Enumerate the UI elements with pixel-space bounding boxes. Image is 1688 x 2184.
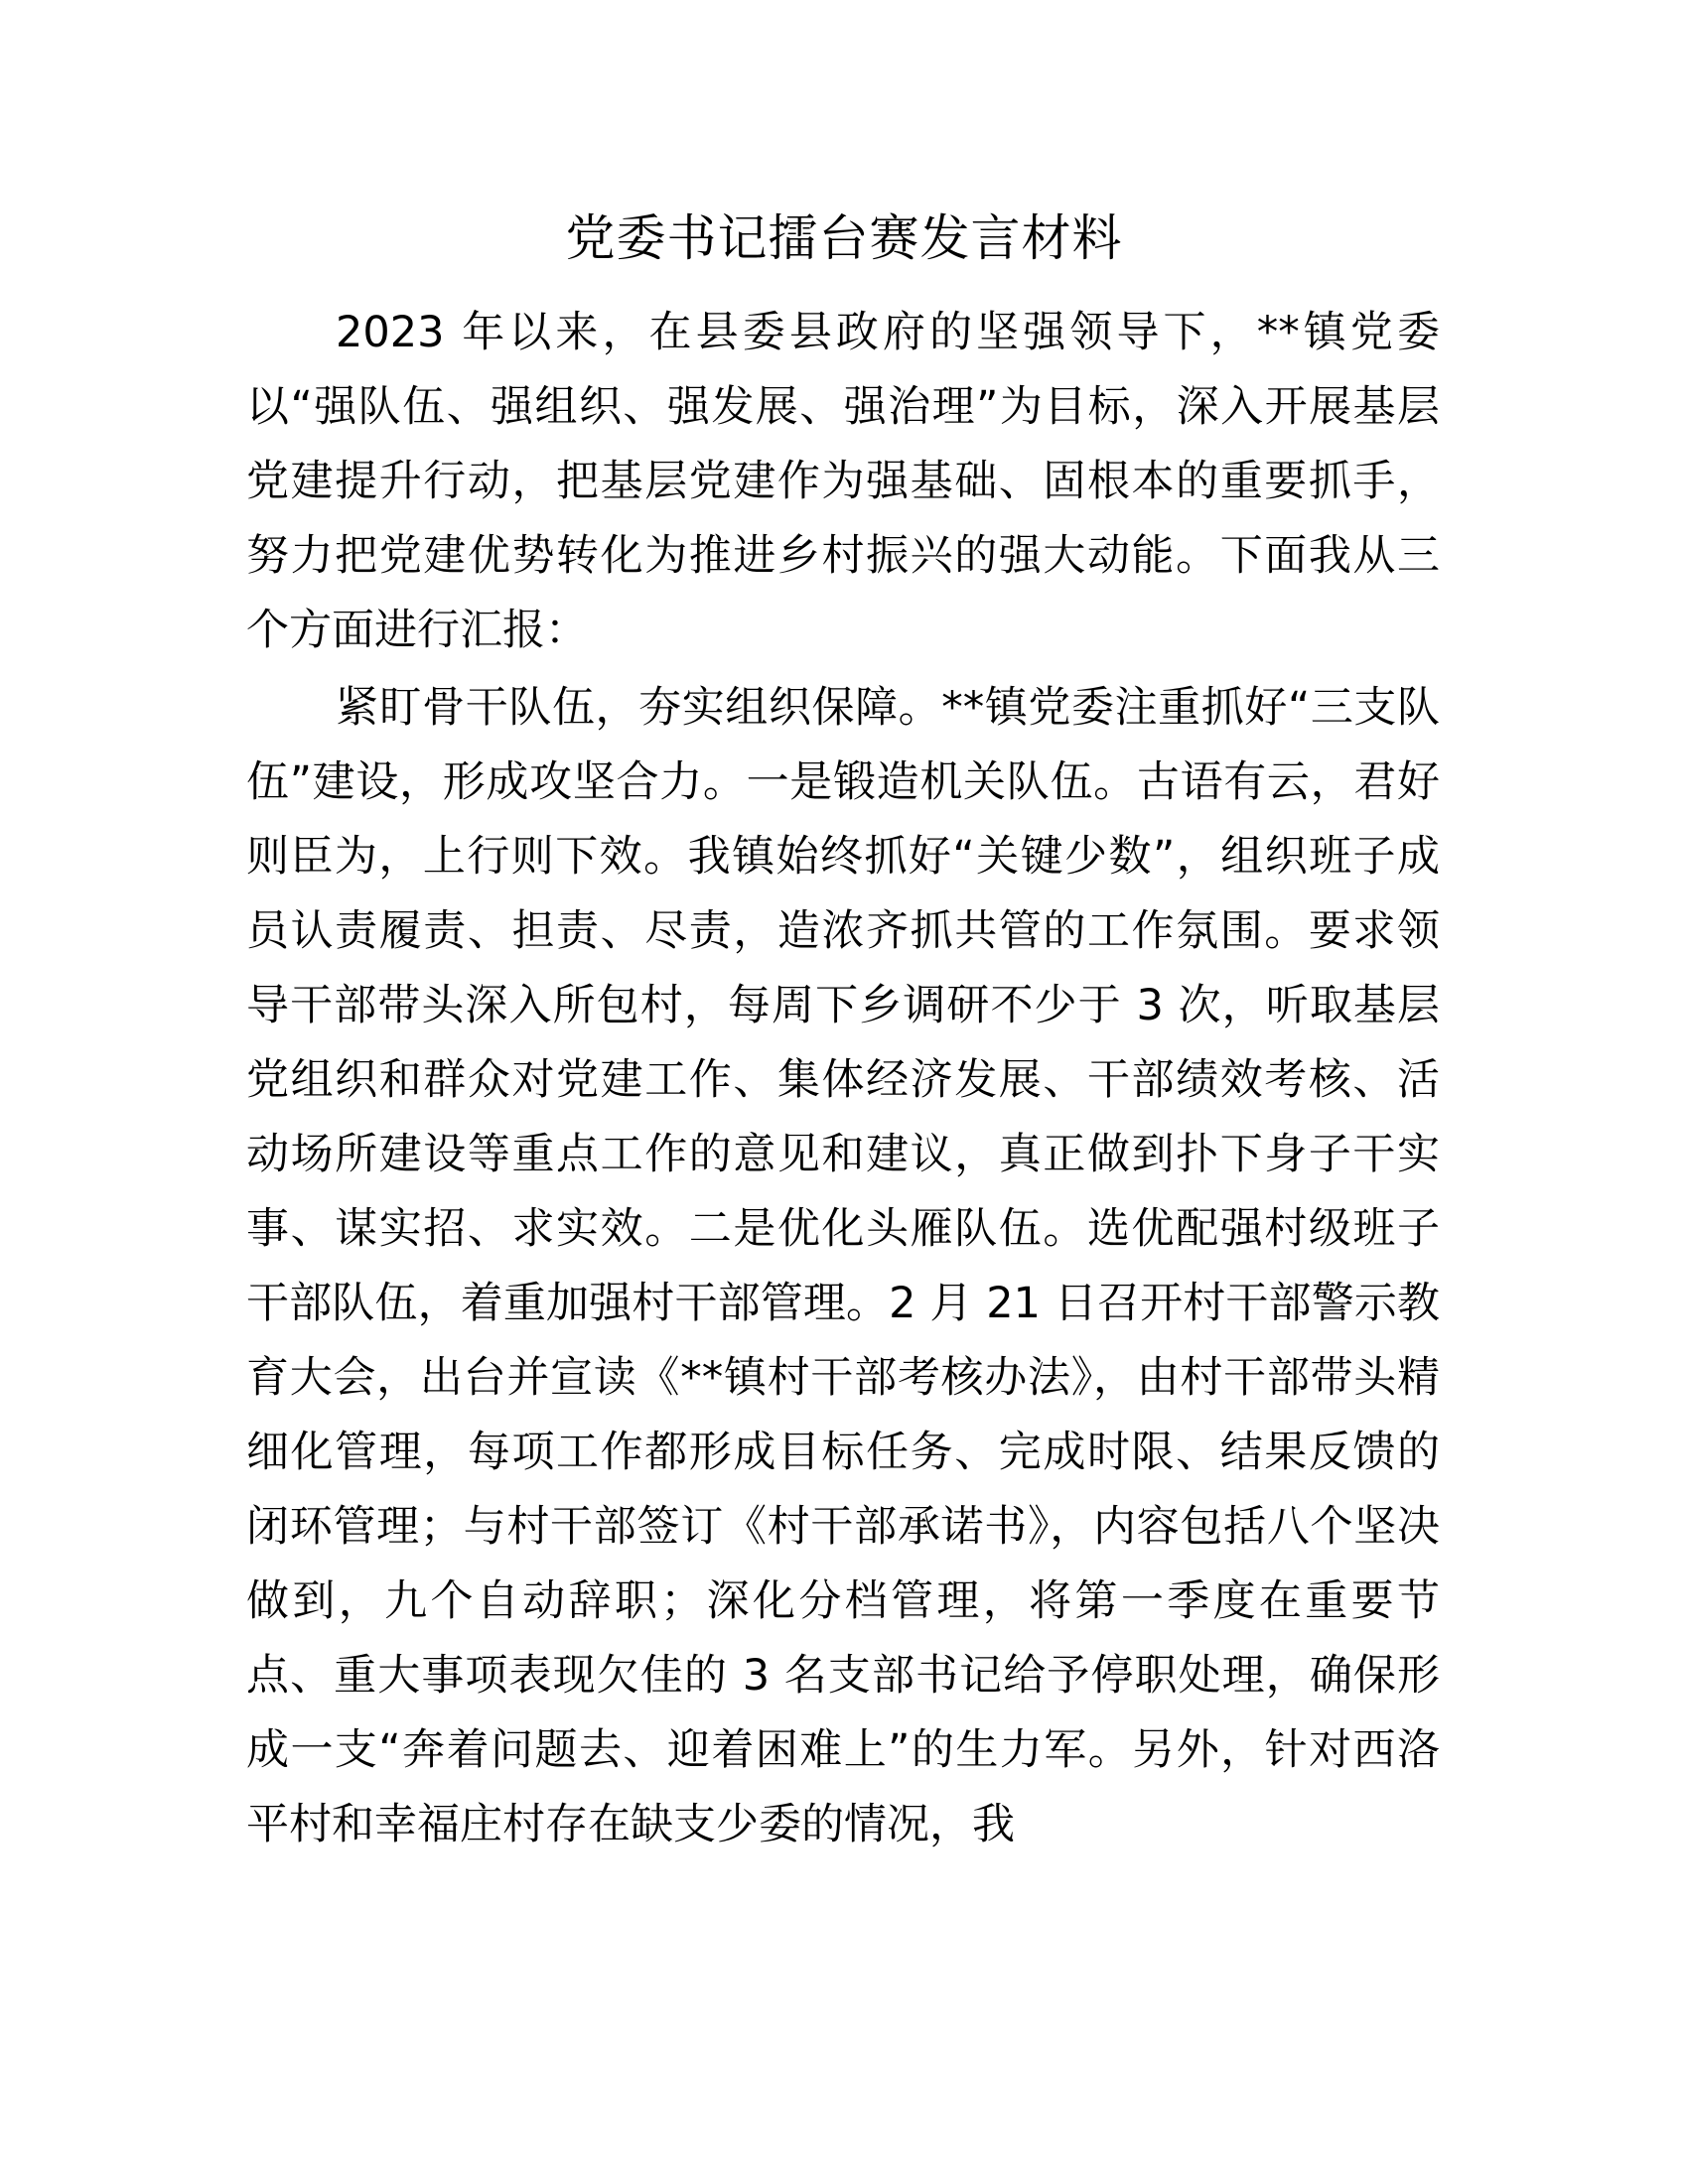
paragraph-intro: 2023 年以来，在县委县政府的坚强领导下，**镇党委以“强队伍、强组织、强发展、强治理”为目标，深入开展基层党建提升行动，把基层党建作为强基础、固根本的重要抓手，努力把党建优势转化为推进乡村振兴的强大动能。下面我从三个方面进行汇报： xyxy=(246,308,1440,655)
document-body xyxy=(246,296,1440,1862)
document-title: 党委书记擂台赛发言材料 xyxy=(565,209,1123,267)
paragraph-team-building: 紧盯骨干队伍，夯实组织保障。**镇党委注重抓好“三支队伍”建设，形成攻坚合力。一是锻造机关队伍。古语有云，君好则臣为，上行则下效。我镇始终抓好“关键少数”，组织班子成员认责履责、担责、尽责，造浓齐抓共管的工作氛围。要求领导干部带头深入所包村，每周下乡调研不少于 3 次，听取基层党组织和群众对党建工作、集体经济发展、干部绩效考核、活动场所建设等重点工作的意见和建议，真正做到扑下身子干实事、谋实招、求实效。二是优化头雁队伍。选优配强村级班子干部队伍，着重加强村干部管理。2 月 21 日召开村干部警示教育大会，出台并宣读《**镇村干部考核办法》，由村干部带头精细化管理，每项工作都形成目标任务、完成时限、结果反馈的闭环管理；与村干部签订《村干部承诺书》，内容包括八个坚决做到，九个自动辞职；深化分档管理，将第一季度在重要节点、重大事项表现欠佳的 3 名支部书记给予停职处理，确保形成一支“奔着问题去、迎着困难上”的生力军。另外，针对西洛平村和幸福庄村存在缺支少委的情况，我 xyxy=(246,683,1440,1849)
